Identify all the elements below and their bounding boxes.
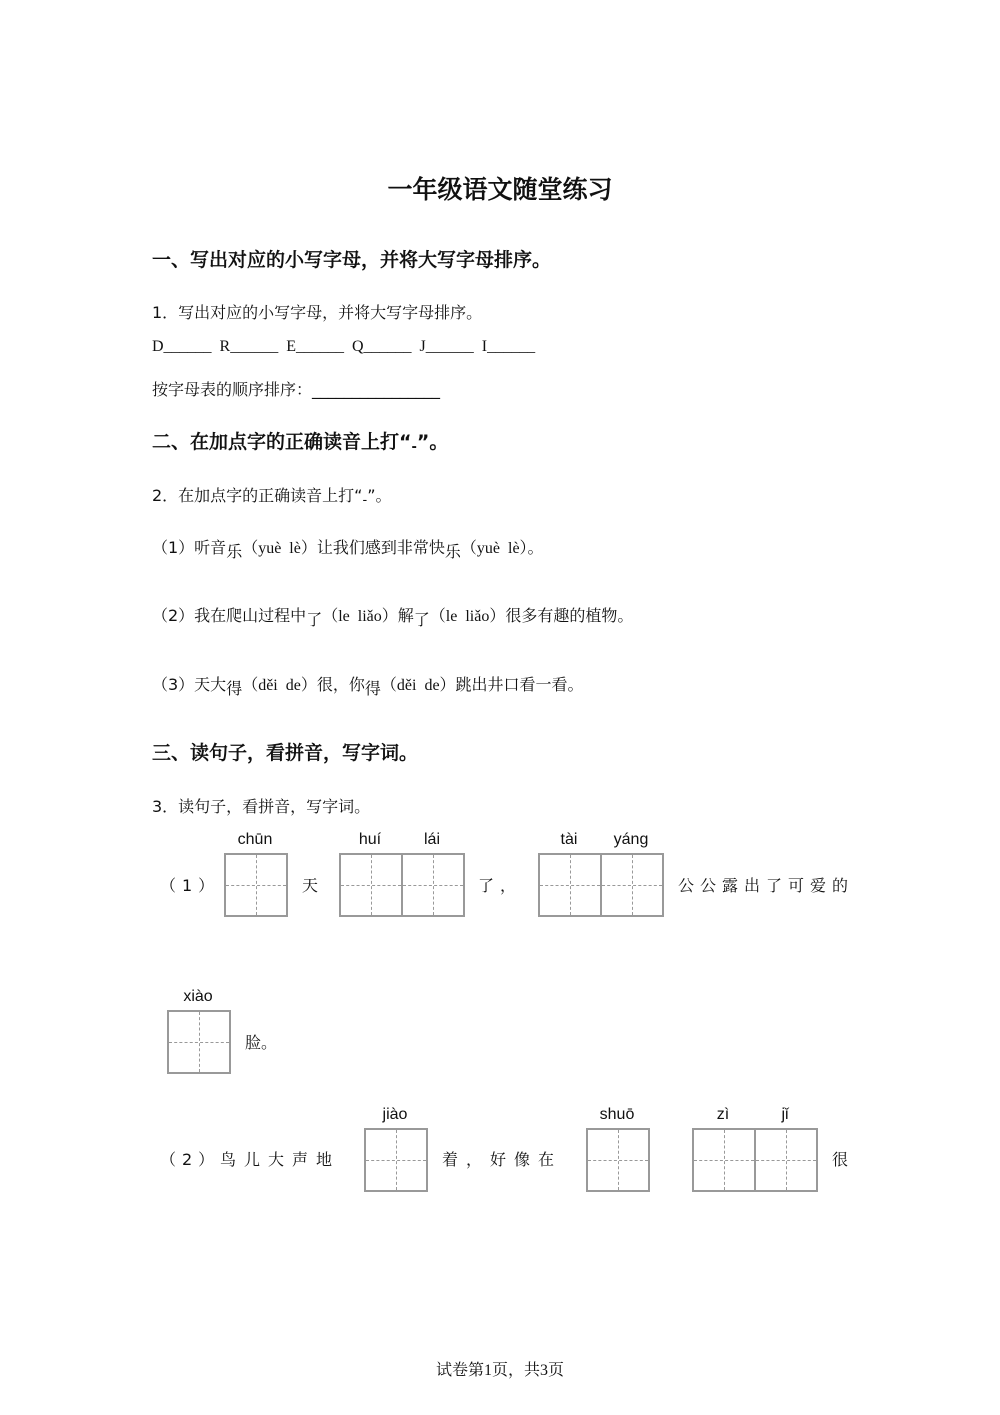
- writing-box[interactable]: [586, 1128, 650, 1192]
- sentence-text: 着，好像在: [442, 1150, 563, 1169]
- pinyin-label: chūn: [237, 831, 273, 848]
- writing-box[interactable]: [754, 1128, 818, 1192]
- item-text: （3）天大: [152, 675, 227, 694]
- sentence-text: 天: [302, 876, 319, 895]
- pinyin-label: huí: [358, 831, 382, 848]
- pinyin-label: yáng: [613, 831, 649, 848]
- pinyin-choice[interactable]: （děi de）: [380, 677, 456, 694]
- pinyin-label: jǐ: [781, 1106, 789, 1123]
- pinyin-choice[interactable]: （le liǎo）: [429, 608, 506, 625]
- item-text: 跳出井口看一看。: [455, 675, 584, 694]
- sentence-text: 了，: [478, 876, 523, 895]
- writing-box[interactable]: [401, 853, 465, 917]
- order-line: 按字母表的顺序排序：________________: [152, 380, 441, 399]
- sentence-text: 公公露出了可爱的: [678, 876, 855, 895]
- item-text: 很，你: [316, 675, 365, 694]
- item-text: （2）我在爬山过程中: [152, 606, 307, 625]
- pinyin-choice[interactable]: （le liǎo）: [322, 608, 398, 625]
- writing-box[interactable]: [339, 853, 403, 917]
- reading-item-2: [152, 603, 633, 630]
- sentence-text: 鸟儿大声地: [220, 1150, 341, 1169]
- pinyin-label: lái: [423, 831, 440, 848]
- writing-box[interactable]: [167, 1010, 231, 1074]
- page-footer: 试卷第1页，共3页: [435, 1362, 564, 1379]
- question-2: [152, 483, 391, 508]
- sentence-text: 很: [832, 1150, 849, 1169]
- item-text: 让我们感到非常快: [316, 538, 445, 557]
- sentence-text: 脸。: [245, 1033, 278, 1052]
- question-3: 3．读句子，看拼音，写字词。: [152, 797, 371, 816]
- dotted-char: 得: [226, 679, 243, 698]
- reading-item-1: [152, 535, 544, 562]
- question-1: 1．写出对应的小写字母，并将大写字母排序。: [152, 303, 483, 322]
- section-2-heading-a: 二、在加点字的正确读音上打“: [152, 431, 412, 453]
- reading-item-3: [152, 672, 584, 699]
- pinyin-label: jiào: [382, 1106, 408, 1123]
- mark-symbol: -: [411, 440, 417, 455]
- pinyin-choice[interactable]: （děi de）: [242, 677, 317, 694]
- dotted-char: 了: [413, 610, 430, 629]
- pinyin-label: xiào: [183, 988, 213, 1005]
- dotted-char: 乐: [226, 542, 243, 561]
- writing-box[interactable]: [600, 853, 664, 917]
- section-2-heading: [152, 427, 448, 455]
- writing-box[interactable]: [692, 1128, 756, 1192]
- dotted-char: 了: [306, 610, 323, 629]
- section-3-heading: 三、读句子，看拼音，写字词。: [152, 742, 419, 764]
- item-text: （1）听音: [152, 538, 227, 557]
- letters-row: D______ R______ E______ Q______ J______ I______: [152, 338, 536, 355]
- section-2-heading-b: ”。: [416, 431, 449, 453]
- item-text: 解: [397, 606, 414, 625]
- pinyin-label: tài: [560, 831, 578, 848]
- mark-symbol: -: [362, 493, 368, 508]
- pinyin-label: shuō: [599, 1106, 635, 1123]
- sentence-1-number: （1）: [160, 876, 221, 895]
- item-text: 。: [527, 538, 544, 557]
- pinyin-choice[interactable]: （yuè lè）: [242, 540, 317, 557]
- writing-box[interactable]: [224, 853, 288, 917]
- pinyin-label: zì: [716, 1106, 730, 1123]
- sentence-2-number: （2）: [160, 1150, 221, 1169]
- item-text: 很多有趣的植物。: [505, 606, 634, 625]
- writing-box[interactable]: [364, 1128, 428, 1192]
- question-2-a: 2．在加点字的正确读音上打“: [152, 486, 363, 505]
- dotted-char: 得: [364, 679, 381, 698]
- section-1-heading: 一、写出对应的小写字母，并将大写字母排序。: [152, 249, 552, 271]
- page-title: 一年级语文随堂练习: [387, 175, 613, 204]
- pinyin-choice[interactable]: （yuè lè）: [460, 540, 528, 557]
- dotted-char: 乐: [444, 542, 461, 561]
- writing-box[interactable]: [538, 853, 602, 917]
- question-2-b: ”。: [367, 486, 392, 505]
